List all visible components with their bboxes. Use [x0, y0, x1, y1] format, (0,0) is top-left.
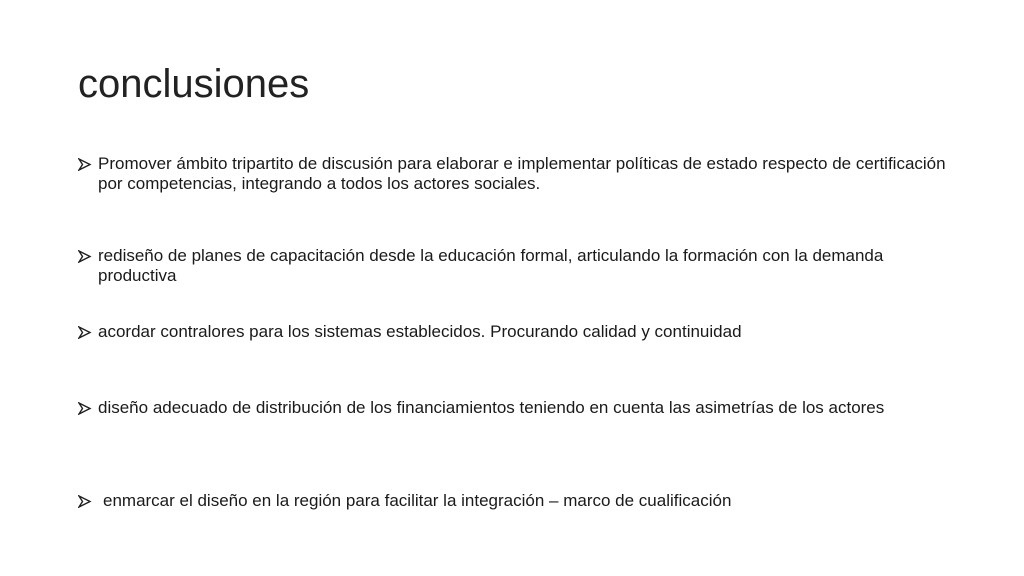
- arrow-bullet-icon: [78, 491, 98, 508]
- bullet-text: rediseño de planes de capacitación desde la educación formal, articulando la formación con la demanda productiva: [98, 246, 884, 285]
- bullet-item: [78, 491, 958, 511]
- bullet-text: Promover ámbito tripartito de discusión para elaborar e implementar políticas de estado respecto de certificación por competencias, integrando a todos los actores sociales.: [98, 154, 946, 193]
- bullet-item: [78, 398, 958, 418]
- slide-title: conclusiones: [78, 62, 310, 106]
- bullet-text: diseño adecuado de distribución de los financiamientos teniendo en cuenta las asimetrías de los actores: [98, 398, 885, 417]
- bullet-item: [78, 154, 958, 194]
- arrow-bullet-icon: [78, 322, 98, 339]
- bullet-item: [78, 322, 958, 342]
- bullet-text: acordar contralores para los sistemas establecidos. Procurando calidad y continuidad: [98, 322, 742, 341]
- arrow-bullet-icon: [78, 154, 98, 171]
- bullet-item: [78, 246, 958, 286]
- arrow-bullet-icon: [78, 246, 98, 263]
- bullet-text: enmarcar el diseño en la región para facilitar la integración – marco de cualificación: [103, 491, 732, 510]
- arrow-bullet-icon: [78, 398, 98, 415]
